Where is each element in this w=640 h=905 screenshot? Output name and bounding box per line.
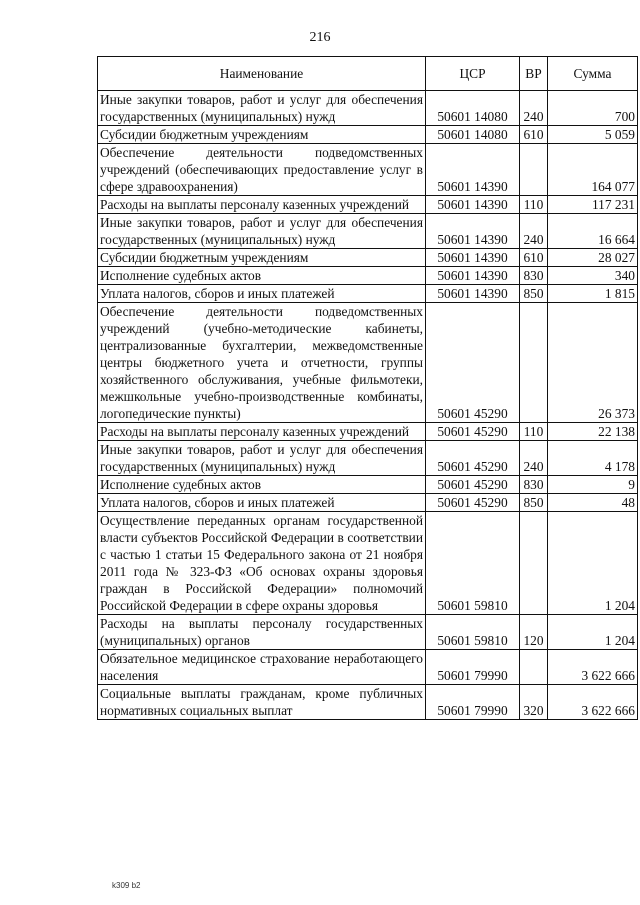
cell-code: 50601 14390 bbox=[426, 249, 520, 267]
cell-vr: 240 bbox=[520, 441, 548, 476]
cell-name: Иные закупки товаров, работ и услуг для обеспечения государственных (муниципальных) нужд bbox=[98, 91, 426, 126]
header-code: ЦСР bbox=[426, 57, 520, 91]
cell-code: 50601 14390 bbox=[426, 196, 520, 214]
cell-sum: 1 204 bbox=[548, 615, 638, 650]
cell-name: Уплата налогов, сборов и иных платежей bbox=[98, 285, 426, 303]
cell-sum: 117 231 bbox=[548, 196, 638, 214]
page-number: 216 bbox=[309, 30, 331, 45]
cell-sum: 1 204 bbox=[548, 512, 638, 615]
cell-name: Обязательное медицинское страхование неработающего населения bbox=[98, 650, 426, 685]
cell-vr: 850 bbox=[520, 494, 548, 512]
cell-vr: 120 bbox=[520, 615, 548, 650]
cell-sum: 9 bbox=[548, 476, 638, 494]
table-row bbox=[98, 650, 638, 685]
cell-sum: 4 178 bbox=[548, 441, 638, 476]
cell-name: Исполнение судебных актов bbox=[98, 267, 426, 285]
cell-code: 50601 14080 bbox=[426, 126, 520, 144]
cell-name: Расходы на выплаты персоналу государственных (муниципальных) органов bbox=[98, 615, 426, 650]
cell-name: Субсидии бюджетным учреждениям bbox=[98, 249, 426, 267]
cell-name: Социальные выплаты гражданам, кроме публичных нормативных социальных выплат bbox=[98, 685, 426, 720]
cell-sum: 3 622 666 bbox=[548, 685, 638, 720]
cell-code: 50601 45290 bbox=[426, 423, 520, 441]
cell-name: Обеспечение деятельности подведомственных учреждений (обеспечивающих предоставление услуг в сфере здравоохранения) bbox=[98, 144, 426, 196]
cell-vr: 830 bbox=[520, 267, 548, 285]
cell-vr: 320 bbox=[520, 685, 548, 720]
cell-vr: 240 bbox=[520, 214, 548, 249]
table-row bbox=[98, 196, 638, 214]
table-row bbox=[98, 214, 638, 249]
cell-code: 50601 45290 bbox=[426, 303, 520, 423]
cell-code: 50601 14390 bbox=[426, 214, 520, 249]
cell-vr: 610 bbox=[520, 126, 548, 144]
cell-code: 50601 14080 bbox=[426, 91, 520, 126]
cell-name: Осуществление переданных органам государственной власти субъектов Российской Федерации в соответствии с частью 1 статьи 15 Федерального закона от 21 ноября 2011 года № 323-ФЗ «Об основах охраны здоровья граждан в Российской Федерации» полномочий Российской Федерации в сфере охраны здоровья bbox=[98, 512, 426, 615]
cell-code: 50601 79990 bbox=[426, 685, 520, 720]
header-name: Наименование bbox=[98, 57, 426, 91]
table-row bbox=[98, 126, 638, 144]
cell-vr: 110 bbox=[520, 196, 548, 214]
table-row bbox=[98, 303, 638, 423]
cell-name: Исполнение судебных актов bbox=[98, 476, 426, 494]
cell-name: Уплата налогов, сборов и иных платежей bbox=[98, 494, 426, 512]
cell-vr: 110 bbox=[520, 423, 548, 441]
cell-name: Расходы на выплаты персоналу казенных учреждений bbox=[98, 423, 426, 441]
cell-name: Обеспечение деятельности подведомственных учреждений (учебно-методические кабинеты, централизованные бухгалтерии, межведомственные центры бюджетного учета и отчетности, группы хозяйственного обслуживания, учебные фильмотеки, межшкольные учебно-производственные комбинаты, логопедические пункты) bbox=[98, 303, 426, 423]
table-row bbox=[98, 91, 638, 126]
cell-sum: 48 bbox=[548, 494, 638, 512]
budget-table bbox=[97, 56, 638, 720]
cell-vr bbox=[520, 512, 548, 615]
cell-sum: 16 664 bbox=[548, 214, 638, 249]
cell-vr: 610 bbox=[520, 249, 548, 267]
cell-code: 50601 14390 bbox=[426, 285, 520, 303]
cell-code: 50601 14390 bbox=[426, 144, 520, 196]
cell-vr bbox=[520, 650, 548, 685]
cell-vr bbox=[520, 144, 548, 196]
cell-vr: 240 bbox=[520, 91, 548, 126]
table-row bbox=[98, 615, 638, 650]
cell-vr bbox=[520, 303, 548, 423]
header-vr: ВР bbox=[520, 57, 548, 91]
table-row bbox=[98, 494, 638, 512]
cell-sum: 26 373 bbox=[548, 303, 638, 423]
cell-vr: 830 bbox=[520, 476, 548, 494]
cell-sum: 340 bbox=[548, 267, 638, 285]
cell-code: 50601 59810 bbox=[426, 512, 520, 615]
cell-name: Расходы на выплаты персоналу казенных учреждений bbox=[98, 196, 426, 214]
table-row bbox=[98, 249, 638, 267]
cell-sum: 3 622 666 bbox=[548, 650, 638, 685]
table-row bbox=[98, 441, 638, 476]
cell-sum: 5 059 bbox=[548, 126, 638, 144]
footer-code: k309 b2 bbox=[112, 881, 141, 890]
cell-code: 50601 45290 bbox=[426, 494, 520, 512]
table-row bbox=[98, 267, 638, 285]
cell-sum: 164 077 bbox=[548, 144, 638, 196]
cell-code: 50601 59810 bbox=[426, 615, 520, 650]
cell-name: Иные закупки товаров, работ и услуг для обеспечения государственных (муниципальных) нужд bbox=[98, 441, 426, 476]
cell-code: 50601 14390 bbox=[426, 267, 520, 285]
cell-sum: 22 138 bbox=[548, 423, 638, 441]
table-row bbox=[98, 285, 638, 303]
table-header-row bbox=[98, 57, 638, 91]
table-row bbox=[98, 423, 638, 441]
table-row bbox=[98, 685, 638, 720]
cell-code: 50601 45290 bbox=[426, 441, 520, 476]
cell-code: 50601 45290 bbox=[426, 476, 520, 494]
cell-code: 50601 79990 bbox=[426, 650, 520, 685]
header-sum: Сумма bbox=[548, 57, 638, 91]
cell-name: Иные закупки товаров, работ и услуг для обеспечения государственных (муниципальных) нужд bbox=[98, 214, 426, 249]
cell-sum: 1 815 bbox=[548, 285, 638, 303]
cell-sum: 700 bbox=[548, 91, 638, 126]
table-row bbox=[98, 144, 638, 196]
cell-sum: 28 027 bbox=[548, 249, 638, 267]
cell-vr: 850 bbox=[520, 285, 548, 303]
table-row bbox=[98, 476, 638, 494]
cell-name: Субсидии бюджетным учреждениям bbox=[98, 126, 426, 144]
table-row bbox=[98, 512, 638, 615]
